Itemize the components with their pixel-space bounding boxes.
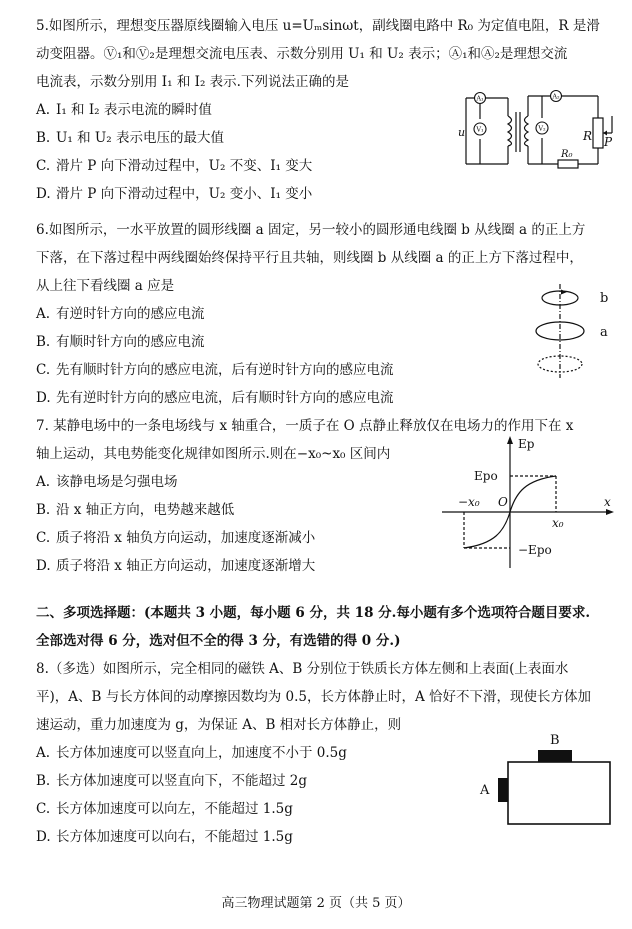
origin-label: O [498, 495, 508, 509]
q7-option-b [36, 501, 234, 519]
q7-option-c [36, 529, 315, 547]
q5-transformer-circuit [458, 86, 618, 176]
q5-option-c [36, 157, 312, 175]
option-text: 有逆时针方向的感应电流 [56, 306, 205, 322]
magnet-b-label: B [550, 733, 560, 748]
option-label: C. [36, 158, 51, 174]
q5-stem-line-1: 5.如图所示，理想变压器原线圈输入电压 u=Uₘsinωt，副线圈电路中 R₀ 为定值电阻，R 是滑 [36, 18, 600, 34]
option-text: 长方体加速度可以竖直向上，加速度不小于 0.5g [56, 745, 347, 761]
p-label: P [604, 135, 613, 149]
q6-option-c [36, 361, 394, 379]
option-label: A. [36, 474, 51, 490]
option-text: 长方体加速度可以向左，不能超过 1.5g [56, 801, 293, 817]
q6-option-b [36, 333, 205, 351]
r-label: R [583, 129, 593, 143]
q8-option-c [36, 800, 293, 818]
option-text: 质子将沿 x 轴负方向运动，加速度逐渐减小 [56, 530, 316, 546]
option-text: 质子将沿 x 轴正方向运动，加速度逐渐增大 [56, 558, 316, 574]
option-text: 该静电场是匀强电场 [56, 474, 178, 490]
option-label: D. [36, 186, 51, 202]
q8-option-b [36, 772, 307, 790]
option-label: C. [36, 530, 51, 546]
option-text: 滑片 P 向下滑动过程中，U₂ 不变、I₁ 变大 [56, 158, 313, 174]
q6-option-a [36, 305, 205, 323]
ep-axis-label: Ep [518, 437, 535, 451]
x-axis-label: x [604, 495, 611, 509]
neg-x0-label: −x₀ [458, 495, 480, 509]
option-label: C. [36, 801, 51, 817]
option-text: 有顺时针方向的感应电流 [56, 334, 205, 350]
coil-b-label: b [600, 291, 609, 306]
q6-stem-line-3: 从上往下看线圈 a 应是 [36, 278, 175, 294]
q5-option-a [36, 101, 212, 119]
option-label: A. [36, 745, 51, 761]
q7-option-d [36, 557, 315, 575]
option-label: D. [36, 390, 51, 406]
q5-stem-line-2: 动变阻器。Ⓥ₁和Ⓥ₂是理想交流电压表、示数分别用 U₁ 和 U₂ 表示；Ⓐ₁和Ⓐ₂是理想交流 [36, 46, 568, 62]
q7-stem-line-1: 7. 某静电场中的一条电场线与 x 轴重合，一质子在 O 点静止释放仅在电场力的作用下在 x [36, 418, 574, 434]
option-text: 长方体加速度可以向右，不能超过 1.5g [56, 829, 293, 845]
option-label: D. [36, 558, 51, 574]
section2-header-line-2: 全部选对得 6 分，选对但不全的得 3 分，有选错的得 0 分.) [36, 633, 401, 649]
q7-stem-line-2: 轴上运动，其电势能变化规律如图所示.则在−x₀~x₀ 区间内 [36, 446, 391, 462]
q6-coils-figure [526, 282, 618, 382]
page-footer: 高三物理试题第 2 页（共 5 页） [221, 896, 411, 911]
q6-option-d [36, 389, 394, 407]
option-text: I₁ 和 I₂ 表示电流的瞬时值 [56, 102, 212, 118]
a1-meter-label: A₁ [476, 94, 484, 103]
q5-option-d [36, 185, 312, 203]
option-text: 滑片 P 向下滑动过程中，U₂ 变小、I₁ 变小 [56, 186, 313, 202]
v2-meter-label: V₂ [538, 124, 546, 133]
q8-stem-line-2: 平)，A、B 与长方体间的动摩擦因数均为 0.5，长方体静止时，A 恰好不下滑，现使长方体加 [36, 689, 592, 705]
r0-label: R₀ [561, 149, 573, 160]
q5-option-b [36, 129, 224, 147]
x0-label: x₀ [552, 516, 564, 530]
epo-label: Epo [474, 469, 498, 483]
option-label: A. [36, 102, 51, 118]
coil-a-label: a [600, 325, 608, 340]
option-text: 长方体加速度可以竖直向下，不能超过 2g [56, 773, 308, 789]
q6-stem-line-1: 6.如图所示，一水平放置的圆形线圈 a 固定，另一较小的圆形通电线圈 b 从线圈 a 的正上方 [36, 222, 586, 238]
q7-option-a [36, 473, 178, 491]
section2-header-line-1: 二、多项选择题：(本题共 3 小题，每小题 6 分，共 18 分.每小题有多个选项符合题目要求. [36, 605, 591, 621]
option-text: 沿 x 轴正方向，电势越来越低 [56, 502, 235, 518]
option-text: 先有逆时针方向的感应电流，后有顺时针方向的感应电流 [56, 390, 394, 406]
a2-meter-label: A₂ [552, 92, 560, 101]
q8-stem-line-1: 8.（多选）如图所示，完全相同的磁铁 A、B 分别位于铁质长方体左侧和上表面(上表面水 [36, 661, 569, 677]
option-label: B. [36, 334, 51, 350]
option-label: A. [36, 306, 51, 322]
option-label: B. [36, 130, 51, 146]
option-text: 先有顺时针方向的感应电流，后有逆时针方向的感应电流 [56, 362, 394, 378]
option-label: B. [36, 773, 51, 789]
q8-option-a [36, 744, 347, 762]
q5-stem-line-3: 电流表，示数分别用 I₁ 和 I₂ 表示.下列说法正确的是 [36, 74, 349, 90]
q6-stem-line-2: 下落，在下落过程中两线圈始终保持平行且共轴，则线圈 b 从线圈 a 的正上方下落过程中， [36, 250, 583, 266]
q8-magnets-figure [474, 728, 620, 828]
option-label: D. [36, 829, 51, 845]
option-text: U₁ 和 U₂ 表示电压的最大值 [56, 130, 224, 146]
magnet-a-label: A [480, 783, 490, 798]
q7-ep-x-graph [438, 432, 622, 574]
neg-epo-label: −Epo [518, 543, 552, 557]
option-label: B. [36, 502, 51, 518]
q8-option-d [36, 828, 293, 846]
option-label: C. [36, 362, 51, 378]
u-label: u [458, 126, 466, 139]
q8-stem-line-3: 速运动，重力加速度为 g，为保证 A、B 相对长方体静止，则 [36, 717, 402, 733]
v1-meter-label: V₁ [476, 125, 484, 134]
